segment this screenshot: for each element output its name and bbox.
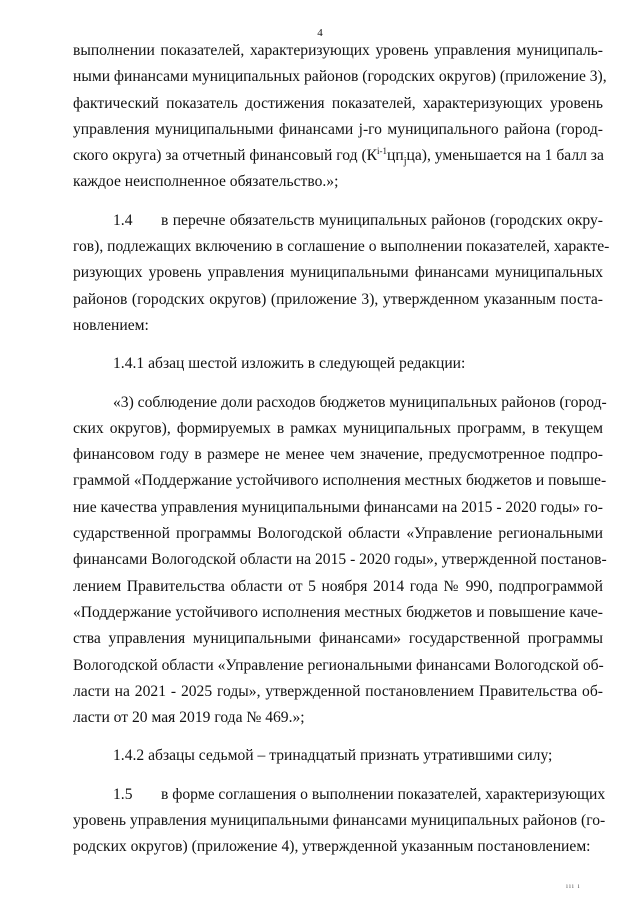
text-line: «Поддержание устойчивого исполнения местных бюджетов и повышение каче-: [73, 603, 603, 621]
text-line: ства управления муниципальными финансами» государственной программы: [73, 630, 603, 648]
formula-subscript: j: [403, 156, 407, 168]
clause-number: 1.5: [113, 785, 133, 803]
text-segment: ского округа) за отчетный финансовый год (К: [73, 147, 378, 165]
text-line: финансами Вологодской области на 2015 - 2020 годы», утвержденной постанов-: [73, 551, 607, 569]
text-line: сударственной программы Вологодской области «Управление региональными: [73, 525, 603, 543]
text-line: родских округов) (приложение 4), утвержденной указанным постановлением:: [73, 838, 591, 856]
text-line: ласти на 2021 - 2025 годы», утвержденной постановлением Правительства об-: [73, 682, 603, 700]
formula-base: цп: [387, 147, 404, 165]
text-line: ризующих уровень управления муниципальными финансами муниципальных: [73, 264, 603, 282]
clause-number: 1.4: [113, 211, 133, 229]
text-segment: в форме соглашения о выполнении показателей, характеризующих: [161, 785, 606, 803]
text-line: [73, 208, 603, 234]
formula-superscript: i-1: [377, 146, 388, 156]
document-body: [73, 38, 610, 861]
text-line-formula: [73, 143, 603, 169]
text-line: ласти от 20 мая 2019 года № 469.»;: [73, 709, 305, 727]
page-number: 4: [317, 27, 323, 39]
paragraph-1-4: [73, 208, 610, 339]
paragraph-1: [73, 38, 607, 196]
text-line: ских округов), формируемых в рамках муниципальных программ, в текущем: [73, 419, 603, 437]
text-line: финансовом году в размере не менее чем значение, предусмотренное подпро-: [73, 446, 603, 464]
text-line: граммой «Поддержание устойчивого исполнения местных бюджетов и повыше-: [73, 472, 607, 490]
paragraph-1-4-1: [73, 351, 603, 377]
footer-mark: ııı ı: [566, 882, 581, 890]
text-line: 1.4.1 абзац шестой изложить в следующей редакции:: [113, 355, 466, 373]
text-line: ными финансами муниципальных районов (городских округов) (приложение 3),: [73, 68, 607, 86]
text-line: «3) соблюдение доли расходов бюджетов муниципальных районов (город-: [113, 393, 607, 411]
text-line: уровень управления муниципальными финансами муниципальных районов (го-: [73, 812, 606, 830]
text-line: [73, 782, 606, 808]
text-line: гов), подлежащих включению в соглашение о выполнении показателей, характе-: [73, 238, 610, 256]
paragraph-1-5: [73, 782, 606, 861]
text-line: выполнении показателей, характеризующих уровень управления муниципаль-: [73, 42, 603, 59]
paragraph-quoted: [73, 390, 607, 732]
text-line: каждое неисполненное обязательство.»;: [73, 173, 339, 191]
text-line: управления муниципальными финансами j-го муниципального района (город-: [73, 120, 603, 138]
text-segment: в перечне обязательств муниципальных районов (городских окру-: [161, 211, 603, 229]
text-line: Вологодской области «Управление региональными финансами Вологодской об-: [73, 656, 604, 674]
paragraph-1-4-2: [73, 743, 603, 769]
text-line: районов (городских округов) (приложение 3), утвержденном указанным поста-: [73, 290, 603, 308]
text-line: новлением:: [73, 316, 149, 334]
text-segment: ца), уменьшается на 1 балл за: [406, 147, 604, 165]
text-line: ние качества управления муниципальными финансами на 2015 - 2020 годы» го-: [73, 498, 603, 516]
text-line: фактический показатель достижения показателей, характеризующих уровень: [73, 94, 603, 112]
text-line: 1.4.2 абзацы седьмой – тринадцатый признать утратившими силу;: [113, 747, 553, 765]
text-line: лением Правительства области от 5 ноября 2014 года № 990, подпрограммой: [73, 577, 603, 595]
